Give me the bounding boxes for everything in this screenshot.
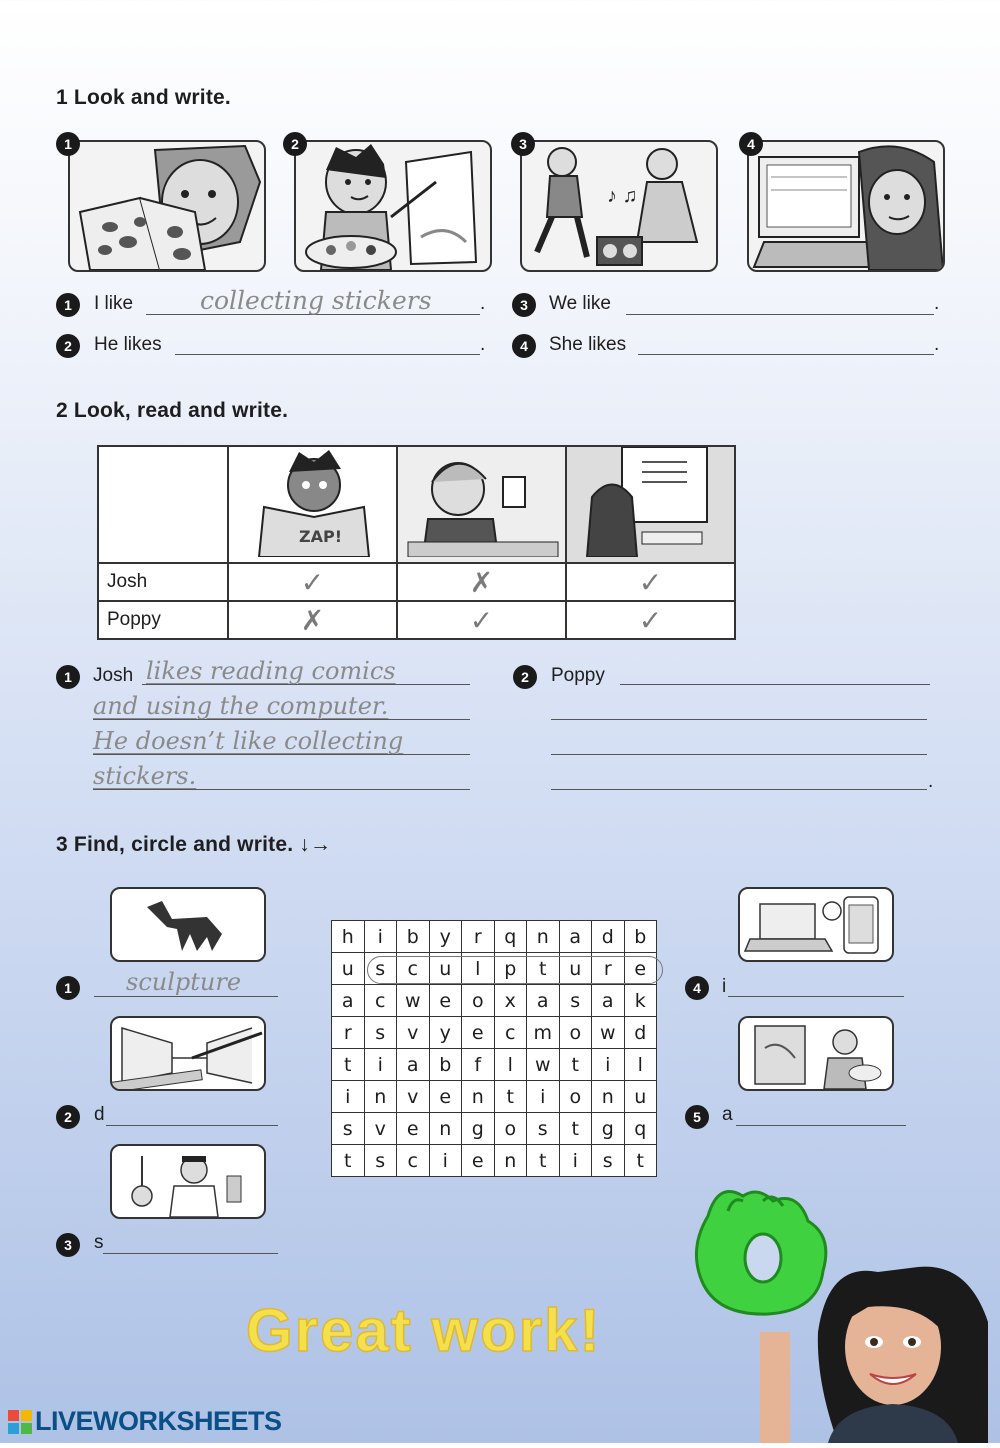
wordsearch-cell[interactable]: e xyxy=(429,985,462,1017)
green-hand-icon xyxy=(688,1186,836,1318)
item3-answer-field[interactable] xyxy=(626,290,934,315)
wordsearch-cell[interactable]: u xyxy=(624,1081,657,1113)
wordsearch-cell[interactable]: o xyxy=(559,1017,592,1049)
item4-answer-field[interactable] xyxy=(638,330,934,355)
wordsearch-cell[interactable]: i xyxy=(592,1049,625,1081)
liveworksheets-brand: LIVEWORKSHEETS xyxy=(35,1406,282,1436)
wordsearch-row xyxy=(332,985,657,1017)
likes-table xyxy=(97,445,736,640)
wordsearch-cell[interactable]: s xyxy=(364,953,397,985)
great-work-text: Great work! xyxy=(246,1297,602,1364)
wordsearch-cell[interactable]: v xyxy=(397,1017,430,1049)
josh-answer-text-1: likes reading comics xyxy=(146,657,396,685)
wordsearch-cell[interactable]: s xyxy=(332,1113,365,1145)
wordsearch-cell[interactable]: s xyxy=(364,1145,397,1177)
josh-answer-text-3: He doesn’t like collecting xyxy=(93,727,404,755)
wordsearch-cell[interactable]: t xyxy=(527,953,560,985)
wordsearch-cell[interactable]: m xyxy=(527,1017,560,1049)
picture-boy-collecting-stickers xyxy=(68,140,266,272)
wordsearch-row xyxy=(332,1081,657,1113)
picture-number: 2 xyxy=(283,132,307,156)
poppy-prompt: Poppy xyxy=(551,665,605,686)
wordsearch-cell[interactable]: e xyxy=(624,953,657,985)
word1-answer: sculpture xyxy=(126,968,242,996)
item2-answer-field[interactable] xyxy=(175,330,480,355)
wordsearch-cell[interactable]: a xyxy=(559,921,592,953)
word4-prefix: i xyxy=(722,976,727,997)
wordsearch-cell[interactable]: p xyxy=(494,953,527,985)
item4-period: . xyxy=(934,334,940,355)
wordsearch-cell[interactable]: s xyxy=(559,985,592,1017)
wordsearch-cell[interactable]: b xyxy=(397,921,430,953)
wordsearch-cell[interactable]: i xyxy=(527,1081,560,1113)
wordsearch-cell[interactable]: y xyxy=(429,921,462,953)
wordsearch-cell[interactable]: d xyxy=(592,921,625,953)
wordsearch-cell[interactable]: b xyxy=(429,1049,462,1081)
word4-answer-field[interactable] xyxy=(728,972,904,997)
section2-title: 2 Look, read and write. xyxy=(56,399,289,422)
table-picture-reading-comics xyxy=(228,446,397,563)
picture-drawing xyxy=(110,1016,266,1091)
poppy-answer-line-3[interactable] xyxy=(551,730,927,755)
wordsearch-cell[interactable]: l xyxy=(494,1049,527,1081)
wordsearch-cell[interactable]: c xyxy=(494,1017,527,1049)
picture-number: 1 xyxy=(56,132,80,156)
wordsearch-cell[interactable]: f xyxy=(462,1049,495,1081)
wordsearch-cell[interactable]: i xyxy=(559,1145,592,1177)
wordsearch-cell[interactable]: t xyxy=(624,1145,657,1177)
table-mark: ✓ xyxy=(397,601,566,639)
item-number: 2 xyxy=(513,665,537,689)
wordsearch-cell[interactable]: q xyxy=(624,1113,657,1145)
item-number: 3 xyxy=(512,293,536,317)
wordsearch-cell[interactable]: q xyxy=(494,921,527,953)
wordsearch-cell[interactable]: u xyxy=(332,953,365,985)
wordsearch-cell[interactable]: e xyxy=(462,1017,495,1049)
wordsearch-cell[interactable]: s xyxy=(364,1017,397,1049)
wordsearch-cell[interactable]: r xyxy=(592,953,625,985)
wordsearch-cell[interactable]: a xyxy=(527,985,560,1017)
word3-prefix: s xyxy=(94,1232,104,1253)
poppy-period: . xyxy=(928,771,934,792)
wordsearch-cell[interactable]: e xyxy=(462,1145,495,1177)
wordsearch-cell[interactable]: v xyxy=(397,1081,430,1113)
wordsearch-cell[interactable]: i xyxy=(364,1049,397,1081)
poppy-answer-line-4[interactable] xyxy=(551,765,927,790)
wordsearch-cell[interactable]: g xyxy=(592,1113,625,1145)
table-mark: ✓ xyxy=(566,601,735,639)
word2-answer-field[interactable] xyxy=(106,1101,278,1126)
wordsearch-cell[interactable]: x xyxy=(494,985,527,1017)
wordsearch-cell[interactable]: w xyxy=(527,1049,560,1081)
wordsearch-cell[interactable]: e xyxy=(397,1113,430,1145)
wordsearch-cell[interactable]: v xyxy=(364,1113,397,1145)
item-number: 2 xyxy=(56,1105,80,1129)
svg-text:ZAP!: ZAP! xyxy=(299,527,343,546)
wordsearch-cell[interactable]: i xyxy=(332,1081,365,1113)
wordsearch-cell[interactable]: c xyxy=(397,1145,430,1177)
wordsearch-cell[interactable]: y xyxy=(429,1017,462,1049)
item4-prompt: She likes xyxy=(549,334,627,355)
item1-answer: collecting stickers xyxy=(200,286,432,315)
wordsearch-cell[interactable]: s xyxy=(592,1145,625,1177)
wordsearch-cell[interactable]: l xyxy=(462,953,495,985)
word2-prefix: d xyxy=(94,1104,105,1125)
item2-prompt: He likes xyxy=(94,334,162,355)
wordsearch-cell[interactable]: g xyxy=(462,1113,495,1145)
item-number: 1 xyxy=(56,293,80,317)
wordsearch-cell[interactable]: t xyxy=(527,1145,560,1177)
wordsearch-cell[interactable]: l xyxy=(624,1049,657,1081)
table-mark: ✗ xyxy=(397,563,566,601)
wordsearch-cell[interactable]: t xyxy=(559,1049,592,1081)
table-row-name: Poppy xyxy=(98,601,228,639)
wordsearch-cell[interactable]: o xyxy=(559,1081,592,1113)
item1-prompt: I like xyxy=(94,293,134,314)
picture-boy-painting xyxy=(294,140,492,272)
picture-sculpture xyxy=(110,887,266,962)
wordsearch-row xyxy=(332,1017,657,1049)
wordsearch-cell[interactable]: c xyxy=(364,985,397,1017)
wordsearch-cell[interactable]: n xyxy=(592,1081,625,1113)
picture-girl-using-computer xyxy=(747,140,945,272)
wordsearch-cell[interactable]: e xyxy=(429,1081,462,1113)
wordsearch-cell[interactable]: o xyxy=(494,1113,527,1145)
wordsearch-cell[interactable]: o xyxy=(462,985,495,1017)
table-mark: ✓ xyxy=(566,563,735,601)
word3-answer-field[interactable] xyxy=(103,1229,278,1254)
picture-scientist xyxy=(110,1144,266,1219)
wordsearch-cell[interactable]: i xyxy=(429,1145,462,1177)
wordsearch-cell[interactable]: h xyxy=(332,921,365,953)
table-row-name: Josh xyxy=(98,563,228,601)
wordsearch-cell[interactable]: a xyxy=(592,985,625,1017)
wordsearch-row xyxy=(332,1113,657,1145)
svg-text:♪ ♫: ♪ ♫ xyxy=(607,185,638,207)
sculpture-circle xyxy=(367,956,663,984)
item-number: 3 xyxy=(56,1233,80,1257)
item-number: 4 xyxy=(685,976,709,1000)
picture-artist xyxy=(738,1016,894,1091)
josh-answer-text-4: stickers. xyxy=(93,762,197,790)
wordsearch-cell[interactable]: t xyxy=(559,1113,592,1145)
word5-prefix: a xyxy=(722,1104,733,1125)
wordsearch-cell[interactable]: n xyxy=(462,1081,495,1113)
wordsearch-cell[interactable]: t xyxy=(494,1081,527,1113)
wordsearch-cell[interactable]: c xyxy=(397,953,430,985)
wordsearch-cell[interactable]: r xyxy=(462,921,495,953)
wordsearch-cell[interactable]: w xyxy=(592,1017,625,1049)
poppy-answer-line-1[interactable] xyxy=(620,660,930,685)
section1-title: 1 Look and write. xyxy=(56,86,231,109)
item3-prompt: We like xyxy=(549,293,611,314)
wordsearch-cell[interactable]: t xyxy=(332,1049,365,1081)
wordsearch-cell[interactable]: b xyxy=(624,921,657,953)
table-picture-collecting-stickers xyxy=(397,446,566,563)
josh-answer-text-2: and using the computer. xyxy=(93,692,389,720)
section3-title: 3 Find, circle and write. ↓→ xyxy=(56,833,332,856)
wordsearch-row xyxy=(332,1049,657,1081)
wordsearch-cell[interactable]: s xyxy=(527,1113,560,1145)
table-picture-using-computer xyxy=(566,446,735,563)
picture-kids-dancing xyxy=(520,140,718,272)
wordsearch-cell[interactable]: k xyxy=(624,985,657,1017)
wordsearch-cell[interactable]: u xyxy=(429,953,462,985)
item-number: 1 xyxy=(56,976,80,1000)
table-corner xyxy=(98,446,228,563)
item3-period: . xyxy=(934,293,940,314)
poppy-answer-line-2[interactable] xyxy=(551,695,927,720)
picture-number: 4 xyxy=(739,132,763,156)
wordsearch-row xyxy=(332,921,657,953)
wordsearch-cell[interactable]: r xyxy=(332,1017,365,1049)
word5-answer-field[interactable] xyxy=(736,1101,906,1126)
liveworksheets-logo xyxy=(8,1406,282,1437)
item-number: 2 xyxy=(56,334,80,358)
wordsearch-cell[interactable]: w xyxy=(397,985,430,1017)
item-number: 1 xyxy=(56,665,80,689)
wordsearch-cell[interactable]: n xyxy=(527,921,560,953)
wordsearch-cell[interactable]: t xyxy=(332,1145,365,1177)
wordsearch-cell[interactable]: a xyxy=(397,1049,430,1081)
josh-prompt: Josh xyxy=(93,665,134,686)
wordsearch-cell[interactable]: n xyxy=(364,1081,397,1113)
wordsearch-cell[interactable]: d xyxy=(624,1017,657,1049)
table-mark: ✗ xyxy=(228,601,397,639)
wordsearch-row xyxy=(332,1145,657,1177)
item-number: 5 xyxy=(685,1105,709,1129)
wordsearch-cell[interactable]: a xyxy=(332,985,365,1017)
wordsearch-cell[interactable]: u xyxy=(559,953,592,985)
wordsearch-cell[interactable]: i xyxy=(364,921,397,953)
picture-number: 3 xyxy=(511,132,535,156)
picture-inventions xyxy=(738,887,894,962)
liveworksheets-logo-icon xyxy=(8,1410,32,1434)
item1-period: . xyxy=(480,293,486,314)
wordsearch-cell[interactable]: n xyxy=(429,1113,462,1145)
wordsearch-cell[interactable]: n xyxy=(494,1145,527,1177)
item-number: 4 xyxy=(512,334,536,358)
table-mark: ✓ xyxy=(228,563,397,601)
item2-period: . xyxy=(480,334,486,355)
